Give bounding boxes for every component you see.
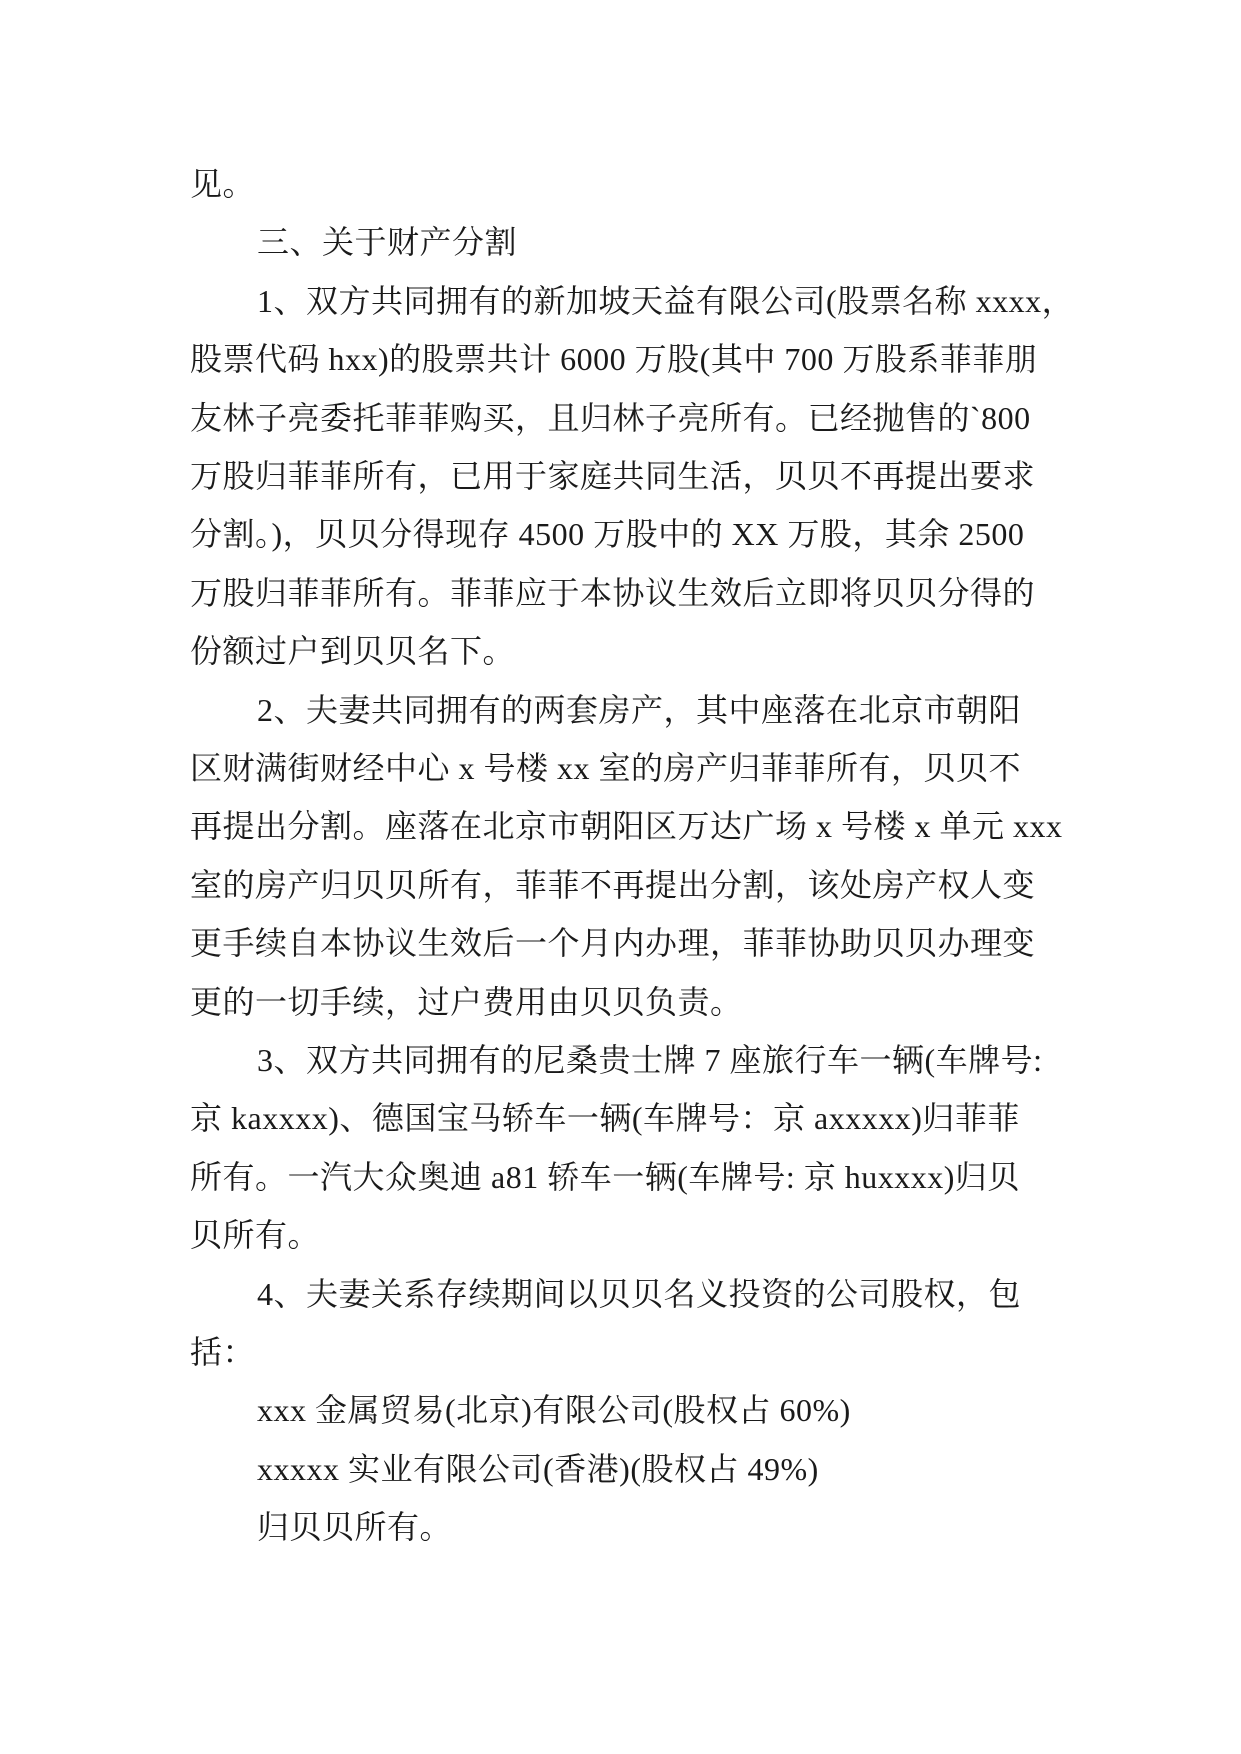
item-2-line: 区财满街财经中心 x 号楼 xx 室的房产归菲菲所有，贝贝不 [190, 750, 1022, 786]
item-3-line: 贝所有。 [190, 1217, 321, 1253]
item-2-line: 2、夫妻共同拥有的两套房产，其中座落在北京市朝阳 [257, 692, 1022, 728]
item-2-line: 再提出分割。座落在北京市朝阳区万达广场 x 号楼 x 单元 xxx [190, 808, 1063, 844]
item-3-line: 京 kaxxxx)、德国宝马轿车一辆(车牌号：京 axxxxx)归菲菲 [190, 1100, 1020, 1136]
holding-entry: xxxxx 实业有限公司(香港)(股权占 49%) [257, 1451, 819, 1487]
item-4-line: 括： [190, 1334, 256, 1370]
item-1-line: 分割。)，贝贝分得现存 4500 万股中的 XX 万股，其余 2500 [190, 516, 1025, 552]
holding-entry: xxx 金属贸易(北京)有限公司(股权占 60%) [257, 1392, 851, 1428]
item-1-line: 股票代码 hxx)的股票共计 6000 万股(其中 700 万股系菲菲朋 [190, 341, 1038, 377]
item-1-line: 万股归菲菲所有，已用于家庭共同生活，贝贝不再提出要求 [190, 458, 1036, 494]
section-heading: 三、关于财产分割 [257, 224, 518, 260]
item-1-line: 友林子亮委托菲菲购买，且归林子亮所有。已经抛售的`800 [190, 400, 1031, 436]
item-1-line: 1、双方共同拥有的新加坡天益有限公司(股票名称 xxxx， [257, 283, 1075, 319]
item-1-line: 万股归菲菲所有。菲菲应于本协议生效后立即将贝贝分得的 [190, 575, 1036, 611]
item-4-line: 4、夫妻关系存续期间以贝贝名义投资的公司股权，包 [257, 1276, 1022, 1312]
item-2-line: 更手续自本协议生效后一个月内办理，菲菲协助贝贝办理变 [190, 925, 1036, 961]
item-4-closing: 归贝贝所有。 [257, 1509, 453, 1545]
item-2-line: 室的房产归贝贝所有，菲菲不再提出分割，该处房产权人变 [190, 867, 1036, 903]
item-1-line: 份额过户到贝贝名下。 [190, 633, 516, 669]
item-2-line: 更的一切手续，过户费用由贝贝负责。 [190, 984, 743, 1020]
item-3-line: 所有。一汽大众奥迪 a81 轿车一辆(车牌号: 京 huxxxx)归贝 [190, 1159, 1020, 1195]
continuation-line: 见。 [190, 166, 256, 202]
item-3-line: 3、双方共同拥有的尼桑贵士牌 7 座旅行车一辆(车牌号: [257, 1042, 1043, 1078]
